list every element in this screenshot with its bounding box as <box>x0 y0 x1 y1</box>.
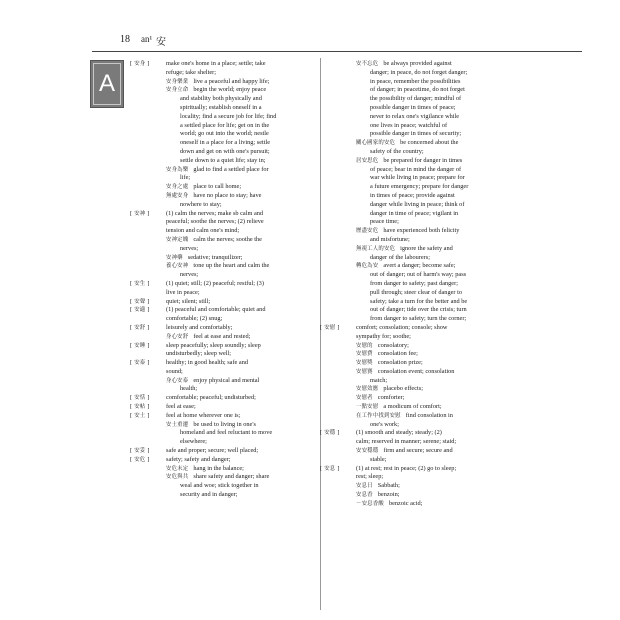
sub-entry-definition-line: war while living in peace; prepare for <box>370 174 465 182</box>
sub-entry <box>320 350 520 359</box>
entry-definition-line: undisturbedly; sleep well; <box>166 350 232 358</box>
sub-entry-term: 安慰者 <box>356 395 373 402</box>
sub-entry-definition-line: calm the nerves; soothe the <box>193 235 262 243</box>
sub-entry-term: 安慰效應 <box>356 386 379 393</box>
dictionary-entry <box>130 210 327 236</box>
dictionary-entry <box>320 465 520 483</box>
sub-entry <box>320 139 520 157</box>
sub-entry <box>320 412 520 430</box>
sub-entry-definition-line: be used to living in one's <box>193 420 256 428</box>
entry-headword: [ 安息 ] <box>320 465 340 472</box>
sub-entry-definition-line: a future emergency; prepare for danger <box>370 183 469 191</box>
sub-entry-definition-line: stable; <box>370 455 387 463</box>
sub-entry-definition-line: nowhere to stay; <box>180 200 222 208</box>
sub-entry-definition-line: consolation fee; <box>377 350 418 358</box>
sub-entry <box>130 473 327 499</box>
sub-entry-definition-line: danger; in peace, do not forget danger; <box>370 68 468 76</box>
sub-entry-definition-line: ignore the safety and <box>400 244 453 252</box>
sub-entry <box>320 394 520 403</box>
sub-entry-definition-line: from danger to safety; past danger; <box>370 279 458 287</box>
sub-entry-term: －安息香酸 <box>356 500 384 507</box>
sub-entry-definition-line: glad to find a settled place for <box>193 165 269 173</box>
sub-entry-definition-line: peace time; <box>370 218 399 226</box>
dictionary-entry <box>130 280 327 298</box>
dictionary-entry <box>130 342 327 360</box>
sub-entry-definition-line: comforter; <box>377 394 405 402</box>
entry-headword: [ 安睡 ] <box>130 342 150 349</box>
entry-definition-line: make one's home in a place; settle; take <box>166 60 266 67</box>
sub-entry-definition-line: match; <box>370 376 388 384</box>
sub-entry-term: 安危與共 <box>166 474 189 481</box>
dictionary-entry <box>130 324 327 333</box>
page-header <box>0 30 620 52</box>
sub-entry <box>130 86 327 165</box>
entry-headword: [ 安慰 ] <box>320 324 340 331</box>
sub-entry-term: 無視工人的安危 <box>356 245 396 252</box>
sub-entry-definition-line: safety; take a turn for the better and be <box>370 297 468 305</box>
sub-entry-definition-line: be prepared for danger in times <box>383 156 463 164</box>
sub-entry-term: 安身為樂 <box>166 166 189 173</box>
sub-entry-definition-line: in peace, remember the possibilities <box>370 77 461 85</box>
dictionary-entry <box>130 403 327 412</box>
sub-entry-definition-line: and misfortune; <box>370 235 410 243</box>
entry-definition-line: (1) smooth and steady; steady; (2) <box>356 429 442 437</box>
thumb-index-letter: A <box>98 70 115 97</box>
sub-entry <box>130 192 327 210</box>
entry-definition-line: comfortable; peaceful; undisturbed; <box>166 394 256 402</box>
entry-headword: [ 安帖 ] <box>130 404 150 411</box>
header-rule <box>92 51 582 52</box>
entry-definition-line: comfort; consolation; console; show <box>356 323 448 331</box>
sub-entry-term: 身心安舒 <box>166 333 189 340</box>
entry-definition-line: (1) peaceful and comfortable; quiet and <box>166 306 266 314</box>
sub-entry-term: 無處安身 <box>166 192 189 199</box>
sub-entry-term: 安息香 <box>356 492 373 499</box>
sub-entry-term: 養心安神 <box>166 263 189 270</box>
sub-entry <box>320 368 520 386</box>
entry-definition-line: rest; sleep; <box>356 473 384 481</box>
sub-entry-term: 關心國家的安危 <box>356 140 396 147</box>
sub-entry-term: 一點安慰 <box>356 404 379 411</box>
guide-pinyin: an¹ <box>141 34 153 44</box>
sub-entry-definition-line: share safety and danger; share <box>193 473 270 481</box>
sub-entry-definition-line: enjoy physical and mental <box>193 376 260 384</box>
sub-entry-term: 安神定魄 <box>166 236 189 243</box>
sub-entry-term: 安神藥 <box>166 254 183 261</box>
dictionary-entry <box>130 447 327 456</box>
sub-entry-definition-line: have no place to stay; have <box>193 191 262 199</box>
sub-entry-definition-line: security and in danger; <box>180 491 238 499</box>
sub-entry <box>320 60 520 139</box>
dictionary-entry <box>130 456 327 465</box>
sub-entry <box>320 491 520 500</box>
dictionary-entry <box>130 394 327 403</box>
sub-entry-definition-line: world; go out into the world; nestle <box>180 130 269 138</box>
entry-definition-line: safe and proper; secure; well placed; <box>166 447 259 455</box>
sub-entry-term: 安土重遷 <box>166 421 189 428</box>
sub-entry-term: 身心安泰 <box>166 377 189 384</box>
entry-definition-line: refuge; take shelter; <box>166 68 216 76</box>
sub-entry-definition-line: avert a danger; become safe; <box>383 262 456 270</box>
entry-headword: [ 安泰 ] <box>130 360 150 367</box>
sub-entry <box>130 421 327 447</box>
sub-entry <box>130 333 327 342</box>
dictionary-entry <box>130 298 327 307</box>
sub-entry-definition-line: sedative; tranquilizer; <box>187 253 243 261</box>
entry-definition-line: healthy; in good health; safe and <box>166 359 249 367</box>
sub-entry <box>320 157 520 227</box>
sub-entry-term: 在工作中找到安慰 <box>356 412 401 419</box>
sub-entry-definition-line: pull through; steer clear of danger to <box>370 288 462 296</box>
sub-entry-definition-line: consolation event; consolation <box>377 367 455 375</box>
sub-entry-definition-line: be always provided against <box>383 60 452 67</box>
page-number: 18 <box>120 34 130 45</box>
entry-headword: [ 安適 ] <box>130 307 150 314</box>
sub-entry <box>130 183 327 192</box>
entry-definition-line: (1) quiet; still; (2) peaceful; restful; (3) <box>166 279 264 287</box>
entry-headword: [ 安生 ] <box>130 280 150 287</box>
sub-entry <box>130 262 327 280</box>
entry-definition-line: calm; reserved in manner; serene; staid; <box>356 438 457 446</box>
sub-entry-term: 轉危為安 <box>356 263 379 270</box>
sub-entry <box>320 447 520 465</box>
entry-definition-line: leisurely and comfortably; <box>166 323 233 331</box>
entry-headword: [ 安土 ] <box>130 412 150 419</box>
sub-entry-term: 安不忘危 <box>356 61 379 67</box>
entry-headword: [ 安穩 ] <box>320 430 340 437</box>
entry-definition-line: (1) calm the nerves; make sb calm and <box>166 209 264 217</box>
entry-definition-line: feel at home wherever one is; <box>166 411 241 419</box>
sub-entry-definition-line: oneself in a place for a living; settle <box>180 139 271 147</box>
sub-entry <box>130 254 327 263</box>
dictionary-entry <box>130 60 327 78</box>
sub-entry <box>320 500 520 509</box>
sub-entry-definition-line: feel at ease and rested; <box>193 332 251 340</box>
sub-entry-definition-line: tone up the heart and calm the <box>193 262 270 270</box>
entry-headword: [ 安身 ] <box>130 61 150 67</box>
sub-entry-definition-line: possible danger in times of security; <box>370 130 462 138</box>
entry-definition-line: sympathy for; soothe; <box>356 332 411 340</box>
sub-entry <box>130 236 327 254</box>
thumb-index-tab <box>90 60 124 108</box>
sub-entry-definition-line: benzoic acid; <box>388 499 423 507</box>
sub-entry <box>320 342 520 351</box>
sub-entry-definition-line: benzoin; <box>377 491 400 499</box>
sub-entry <box>320 262 520 324</box>
sub-entry-definition-line: down and get on with one's pursuit; <box>180 147 270 155</box>
sub-entry-definition-line: of danger; in peacetime, do not forget <box>370 86 465 94</box>
sub-entry-definition-line: hang in the balance; <box>193 464 244 472</box>
sub-entry-definition-line: possible danger in times of peace; <box>370 103 456 111</box>
sub-entry-definition-line: begin the world; enjoy peace <box>193 86 267 94</box>
dictionary-entry <box>130 412 327 421</box>
sub-entry-definition-line: spiritually; establish oneself in a <box>180 103 262 111</box>
sub-entry-definition-line: find consolation in <box>405 411 453 419</box>
left-column <box>130 60 327 500</box>
entry-definition-line: live in peace; <box>166 288 200 296</box>
sub-entry <box>130 166 327 184</box>
sub-entry-term: 安危未定 <box>166 465 189 472</box>
dictionary-entry <box>320 324 520 342</box>
sub-entry-definition-line: settle down to a quiet life; stay in; <box>180 156 266 164</box>
sub-entry-term: 安安穩穩 <box>356 448 379 455</box>
right-column <box>320 60 520 509</box>
sub-entry <box>320 385 520 394</box>
sub-entry-definition-line: consolatory; <box>377 341 409 349</box>
sub-entry-definition-line: of peace; bear in mind the danger of <box>370 165 462 173</box>
sub-entry-definition-line: be concerned about the <box>400 139 459 147</box>
sub-entry-definition-line: live a peaceful and happy life; <box>193 77 270 85</box>
sub-entry-term: 安慰的 <box>356 342 373 349</box>
entry-definition-line: peaceful; soothe the nerves; (2) relieve <box>166 218 264 226</box>
sub-entry-term: 歷盡安危 <box>356 228 379 235</box>
entry-definition-line: feel at ease; <box>166 403 196 411</box>
sub-entry-definition-line: danger while living in peace; think of <box>370 200 465 208</box>
sub-entry-definition-line: from danger to safety; turn the corner; <box>370 315 467 323</box>
sub-entry-definition-line: one's work; <box>370 420 399 428</box>
sub-entry-definition-line: a modicum of comfort; <box>383 403 442 411</box>
sub-entry-definition-line: never to relax one's vigilance while <box>370 112 460 120</box>
sub-entry-definition-line: a settled place for life; get on in the <box>180 121 270 129</box>
sub-entry-definition-line: elsewhere; <box>180 438 207 446</box>
sub-entry-term: 居安思危 <box>356 157 379 164</box>
sub-entry-definition-line: locality; find a secure job for life; find <box>180 112 277 120</box>
sub-entry-definition-line: Sabbath; <box>377 482 400 490</box>
sub-entry-term: 安身樂業 <box>166 78 189 85</box>
sub-entry-definition-line: placebo effects; <box>383 385 423 393</box>
entry-headword: [ 安神 ] <box>130 210 150 217</box>
sub-entry <box>320 245 520 263</box>
entry-definition-line: tension and calm one's mind; <box>166 227 240 235</box>
sub-entry-definition-line: firm and secure; secure and <box>383 447 453 455</box>
sub-entry-definition-line: health; <box>180 385 198 393</box>
sub-entry <box>320 403 520 412</box>
dictionary-entry <box>130 359 327 377</box>
sub-entry-definition-line: in times of peace; provide against <box>370 191 455 199</box>
sub-entry <box>320 359 520 368</box>
sub-entry-definition-line: the possibility of danger; mindful of <box>370 95 462 103</box>
entry-definition-line: comfortable; (2) snug; <box>166 315 223 323</box>
entry-definition-line: sound; <box>166 367 183 375</box>
entry-definition-line: safety; safety and danger; <box>166 455 231 463</box>
sub-entry-definition-line: out of danger; out of harm's way; pass <box>370 271 467 279</box>
sub-entry-definition-line: nerves; <box>180 271 199 279</box>
sub-entry-definition-line: danger of the labourers; <box>370 253 430 261</box>
sub-entry-definition-line: consolation prize; <box>377 359 423 367</box>
entry-definition-line: quiet; silent; still; <box>166 297 211 305</box>
entry-definition-line: sleep peacefully; sleep soundly; sleep <box>166 341 261 349</box>
sub-entry-definition-line: life; <box>180 174 191 182</box>
guide-character: 安 <box>156 37 166 48</box>
entry-headword: [ 安恬 ] <box>130 395 150 402</box>
sub-entry-definition-line: weal and woe; stick together in <box>180 482 259 490</box>
sub-entry-term: 安慰賽 <box>356 368 373 375</box>
sub-entry-term: 安身之處 <box>166 184 189 191</box>
sub-entry-definition-line: one lives in peace; watchful of <box>370 121 448 129</box>
sub-entry-definition-line: danger in time of peace; vigilant in <box>370 209 459 217</box>
sub-entry-term: 安慰費 <box>356 351 373 358</box>
sub-entry-term: 安慰獎 <box>356 360 373 367</box>
sub-entry-term: 安息日 <box>356 483 373 490</box>
sub-entry-definition-line: place to call home; <box>193 183 242 191</box>
sub-entry <box>130 377 327 395</box>
entry-headword: [ 安聲 ] <box>130 298 150 305</box>
entry-headword: [ 安舒 ] <box>130 324 150 331</box>
sub-entry-definition-line: nerves; <box>180 244 199 252</box>
entry-headword: [ 安危 ] <box>130 456 150 463</box>
sub-entry-definition-line: homeland and feel reluctant to move <box>180 429 273 437</box>
sub-entry-definition-line: out of danger; tide over the crisis; turn <box>370 306 467 314</box>
sub-entry-definition-line: and stability both physically and <box>180 95 262 103</box>
sub-entry <box>320 482 520 491</box>
sub-entry-term: 安身立命 <box>166 87 189 94</box>
entry-headword: [ 安妥 ] <box>130 448 150 455</box>
dictionary-entry <box>320 429 520 447</box>
entry-definition-line: (1) at rest; rest in peace; (2) go to sleep; <box>356 464 457 472</box>
sub-entry <box>320 227 520 245</box>
sub-entry-definition-line: have experienced both felicity <box>383 227 460 235</box>
dictionary-entry <box>130 306 327 324</box>
sub-entry-definition-line: safety of the country; <box>370 147 424 155</box>
